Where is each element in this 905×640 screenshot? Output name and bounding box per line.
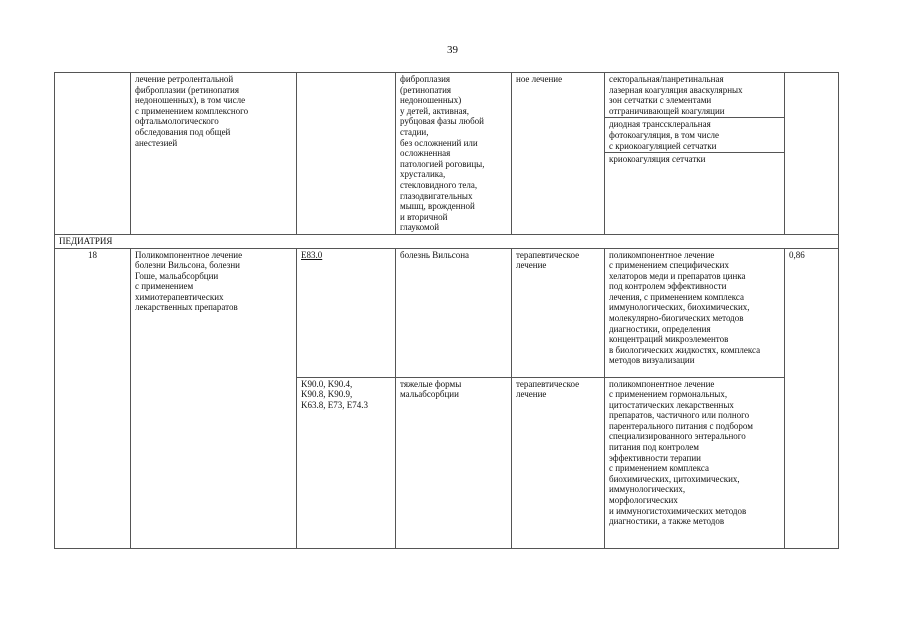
- code-cell: K90.0, K90.4, K90.8, K90.9, K63.8, E73, E74.3: [297, 377, 396, 548]
- table-row-continuation: [55, 73, 839, 235]
- section-header-row: [55, 234, 839, 248]
- row-number-cell: 18: [55, 248, 131, 548]
- profile-cell: Поликомпонентное лечение болезни Вильсона, болезни Гоше, мальабсорбции с применением химиотерапевтических лекарственных препаратов: [131, 248, 297, 548]
- method-cell: поликомпонентное лечение с применением специфических хелаторов меди и препаратов цинка под контролем эффективности лечения, с применением комплекса иммунологических, биохимических, молекулярно-биогических методов диагностики, определения концентраций микроэлементов в биологических жидкостях, комплекса методов визуализации: [605, 248, 785, 377]
- profile-cell: лечение ретролентальной фиброплазии (ретинопатия недоношенных), в том числе с применением комплексного офтальмологического обследования под общей анестезией: [131, 73, 297, 235]
- method-item: диодная транссклеральная фотокоагуляция, в том числе с криокоагуляцией сетчатки: [605, 117, 784, 152]
- treatment-type-cell: терапевтическое лечение: [512, 248, 605, 377]
- norm-cell: [785, 73, 839, 235]
- table-row-18-a: [55, 248, 839, 377]
- treatment-type-cell: терапевтическое лечение: [512, 377, 605, 548]
- method-item: секторальная/панретинальная лазерная коагуляция аваскулярных зон сетчатки с элементами отграничивающей коагуляции: [609, 74, 743, 116]
- code-cell: [297, 73, 396, 235]
- model-cell: фиброплазия (ретинопатия недоношенных) у детей, активная, рубцовая фазы любой стадии, без осложнений или осложненная патологией роговицы, хрусталика, стекловидного тела, глазодвигательных мышц, врожденной и вторичной глаукомой: [396, 73, 512, 235]
- method-cell: поликомпонентное лечение с применением гормональных, цитостатических лекарственных препаратов, частичного или полного парентерального питания с подбором специализированного энтерального питания под контролем эффективности терапии с применением комплекса биохимических, цитохимических, иммунологических, морфологических и иммуногистохимических методов диагностики, а также методов: [605, 377, 785, 548]
- medical-care-table: [54, 72, 839, 549]
- row-number-cell: [55, 73, 131, 235]
- model-cell: тяжелые формы мальабсорбции: [396, 377, 512, 548]
- section-title: ПЕДИАТРИЯ: [55, 234, 839, 248]
- treatment-type-cell: ное лечение: [512, 73, 605, 235]
- model-cell: болезнь Вильсона: [396, 248, 512, 377]
- icd-code-link[interactable]: E83.0: [301, 249, 323, 260]
- method-item: криокоагуляция сетчатки: [605, 152, 784, 166]
- code-cell: [297, 248, 396, 377]
- norm-cell: 0,86: [785, 248, 839, 548]
- page-number: 39: [447, 44, 458, 56]
- methods-cell: [605, 73, 785, 235]
